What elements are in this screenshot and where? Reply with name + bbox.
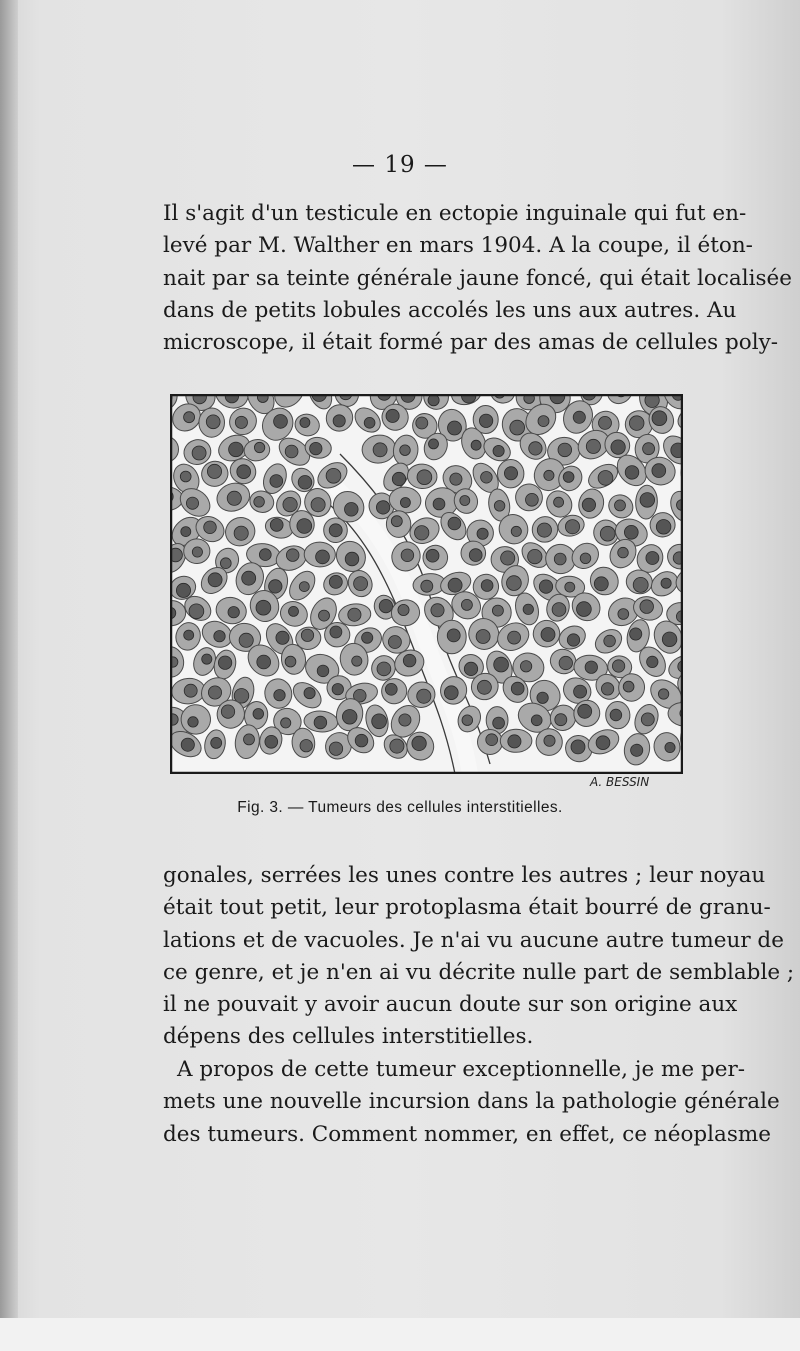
cell-nucleus	[544, 735, 555, 746]
text-line: gonales, serrées les unes contre les autres ; leur noyau	[163, 863, 766, 888]
cell-nucleus	[417, 470, 432, 485]
cell-nucleus	[573, 411, 585, 423]
cell-nucleus	[317, 665, 329, 677]
cell-nucleus	[244, 734, 255, 745]
cell-nucleus	[412, 736, 426, 750]
cell-nucleus	[326, 468, 341, 483]
cell-nucleus	[372, 714, 387, 729]
cell-nucleus	[192, 446, 206, 460]
cell-nucleus	[202, 654, 212, 664]
cell-nucleus	[528, 549, 542, 563]
cell-nucleus	[265, 735, 278, 748]
text-line: Il s'agit d'un testicule en ectopie inguinale qui fut en-	[163, 201, 747, 226]
cell-nucleus	[254, 442, 264, 452]
cell-nucleus	[539, 580, 552, 593]
cell-nucleus	[501, 551, 515, 565]
cell-nucleus	[426, 549, 439, 562]
cell-nucleus	[229, 442, 244, 457]
cell-nucleus	[362, 632, 373, 643]
cell-nucleus	[643, 443, 655, 455]
cell-nucleus	[582, 498, 595, 511]
cell-nucleus	[559, 656, 572, 669]
cell-nucleus	[364, 417, 375, 428]
cell-nucleus	[448, 578, 462, 592]
figure-caption: Fig. 3. — Tumeurs des cellules interstitielles.	[237, 799, 563, 816]
cell-nucleus	[563, 472, 574, 483]
cell-nucleus	[462, 715, 473, 726]
text-line: lations et de vacuoles. Je n'ai vu aucune autre tumeur de	[163, 927, 784, 953]
cell-nucleus	[481, 580, 493, 592]
cell-nucleus	[234, 526, 248, 540]
cell-nucleus	[270, 475, 283, 488]
cell-nucleus	[661, 578, 671, 588]
cell-nucleus	[274, 690, 285, 701]
cell-nucleus	[493, 717, 505, 729]
cell-nucleus	[352, 656, 362, 666]
cell-nucleus	[599, 416, 612, 429]
cell-nucleus	[630, 628, 642, 640]
cell-nucleus	[189, 604, 204, 619]
cell-nucleus	[611, 440, 625, 454]
cell-nucleus	[237, 465, 251, 479]
cell-nucleus	[208, 686, 221, 699]
cell-nucleus	[600, 526, 615, 541]
cell-nucleus	[481, 472, 493, 484]
cell-nucleus	[181, 738, 194, 751]
text-line: microscope, il était formé par des amas de cellules poly-	[163, 330, 779, 356]
cell-nucleus	[300, 418, 310, 428]
cell-nucleus	[641, 713, 654, 726]
cell-nucleus	[477, 528, 488, 539]
cell-nucleus	[400, 498, 410, 508]
cell-nucleus	[330, 626, 342, 638]
cell-nucleus	[610, 709, 622, 721]
cell-nucleus	[228, 607, 239, 618]
cell-nucleus	[448, 421, 462, 435]
cell-nucleus	[316, 550, 330, 564]
cell-nucleus	[289, 606, 299, 616]
cell-nucleus	[298, 476, 312, 490]
cell-nucleus	[544, 470, 554, 480]
cell-nucleus	[390, 739, 404, 753]
cell-nucleus	[541, 628, 555, 642]
cell-nucleus	[259, 549, 271, 561]
cell-nucleus	[601, 683, 613, 695]
cell-nucleus	[431, 604, 444, 617]
cell-nucleus	[242, 571, 256, 585]
cell-nucleus	[274, 415, 288, 429]
cell-nucleus	[523, 604, 533, 614]
cell-nucleus	[529, 442, 542, 455]
cell-nucleus	[355, 734, 368, 747]
cell-nucleus	[537, 692, 548, 703]
cell-nucleus	[658, 689, 668, 699]
figure-signature: A. BESSIN	[590, 775, 650, 789]
cell-nucleus	[300, 740, 312, 752]
cell-nucleus	[345, 503, 359, 517]
cell-nucleus	[401, 549, 414, 562]
cell-nucleus	[297, 519, 312, 534]
cell-nucleus	[299, 582, 309, 592]
cell-nucleus	[450, 473, 462, 485]
cell-nucleus	[574, 685, 587, 698]
text-line: mets une nouvelle incursion dans la pathologie générale	[163, 1089, 780, 1115]
cell-nucleus	[612, 660, 624, 672]
cell-nucleus	[310, 442, 322, 454]
cell-nucleus	[604, 635, 616, 647]
cell-nucleus	[618, 547, 629, 558]
page-number: — 19 —	[352, 152, 448, 178]
cell-nucleus	[526, 493, 539, 506]
text-line: des tumeurs. Comment nommer, en effet, ce néoplasme	[163, 1121, 772, 1147]
cell-nucleus	[285, 445, 298, 458]
cell-nucleus	[417, 689, 431, 703]
cell-nucleus	[596, 736, 610, 750]
cell-nucleus	[304, 688, 315, 699]
cell-nucleus	[218, 656, 231, 669]
cell-nucleus	[585, 661, 597, 673]
cell-nucleus	[652, 464, 666, 478]
cell-nucleus	[221, 705, 234, 718]
cell-nucleus	[398, 604, 409, 615]
text-line: dans de petits lobules accolés les uns aux autres. Au	[163, 297, 737, 323]
cell-nucleus	[399, 714, 411, 726]
page-binding-shadow	[0, 0, 18, 1351]
cell-nucleus	[511, 682, 524, 695]
cell-nucleus	[314, 716, 327, 729]
text-line: était tout petit, leur protoplasma était bourré de granu-	[163, 895, 771, 921]
histology-figure	[170, 394, 683, 774]
cell-nucleus	[281, 718, 291, 728]
cell-nucleus	[504, 467, 517, 480]
cell-nucleus	[301, 629, 313, 641]
cell-nucleus	[386, 409, 399, 422]
cell-nucleus	[354, 577, 368, 591]
cell-nucleus	[665, 742, 675, 752]
cell-nucleus	[554, 553, 566, 565]
cell-nucleus	[376, 501, 389, 514]
cell-nucleus	[594, 577, 608, 591]
cell-nucleus	[444, 686, 458, 700]
cell-nucleus	[186, 497, 198, 509]
cell-nucleus	[206, 415, 220, 429]
cell-nucleus	[379, 599, 392, 612]
cell-nucleus	[403, 654, 416, 667]
cell-nucleus	[253, 709, 264, 720]
cell-nucleus	[257, 655, 271, 669]
cell-nucleus	[565, 582, 575, 592]
cell-nucleus	[479, 414, 492, 427]
cell-nucleus	[571, 740, 585, 754]
cell-nucleus	[476, 630, 490, 644]
cell-nucleus	[184, 684, 197, 697]
cell-nucleus	[345, 552, 359, 566]
cell-nucleus	[554, 497, 564, 507]
cell-nucleus	[188, 717, 198, 727]
cell-nucleus	[348, 608, 361, 621]
cell-nucleus	[477, 680, 491, 694]
cell-nucleus	[531, 715, 542, 726]
cell-nucleus	[448, 517, 461, 530]
cell-nucleus	[388, 636, 401, 649]
cell-nucleus	[286, 549, 299, 562]
cell-nucleus	[558, 443, 572, 457]
cell-nucleus	[373, 443, 387, 457]
cell-nucleus	[415, 526, 429, 540]
cell-nucleus	[176, 583, 190, 597]
cell-nucleus	[486, 734, 498, 746]
cell-nucleus	[256, 600, 271, 615]
cell-nucleus	[428, 395, 439, 406]
cell-nucleus	[662, 632, 677, 647]
cell-nucleus	[429, 439, 439, 449]
cell-nucleus	[656, 520, 671, 535]
cell-nucleus	[254, 497, 265, 508]
paragraph-3	[163, 1054, 780, 1151]
cell-nucleus	[492, 605, 503, 616]
cell-nucleus	[578, 704, 592, 718]
cell-nucleus	[629, 416, 644, 431]
cell-nucleus	[329, 575, 342, 588]
cell-nucleus	[239, 633, 253, 647]
cell-nucleus	[329, 742, 342, 755]
cell-nucleus	[211, 737, 222, 748]
cell-nucleus	[181, 527, 191, 537]
cell-nucleus	[469, 549, 482, 562]
cell-nucleus	[508, 735, 521, 748]
cell-nucleus	[283, 497, 297, 511]
cell-nucleus	[270, 519, 283, 532]
cell-nucleus	[285, 656, 296, 667]
cell-nucleus	[332, 684, 343, 695]
cell-nucleus	[192, 547, 202, 557]
cell-nucleus	[510, 420, 525, 435]
cell-nucleus	[311, 498, 325, 512]
cell-nucleus	[342, 710, 357, 725]
cell-nucleus	[537, 523, 551, 537]
cell-nucleus	[207, 464, 221, 478]
cell-nucleus	[580, 553, 591, 564]
cell-nucleus	[598, 471, 613, 486]
cell-nucleus	[433, 498, 445, 510]
cell-nucleus	[235, 416, 247, 428]
cell-nucleus	[625, 466, 639, 480]
cell-nucleus	[377, 662, 391, 676]
cell-nucleus	[508, 631, 521, 644]
cell-nucleus	[319, 610, 330, 621]
cell-nucleus	[538, 416, 549, 427]
cell-nucleus	[227, 491, 241, 505]
cell-nucleus	[333, 415, 345, 427]
cell-nucleus	[552, 603, 566, 617]
cell-nucleus	[385, 683, 397, 695]
cell-nucleus	[464, 662, 477, 675]
cell-nucleus	[447, 629, 460, 642]
cell-nucleus	[640, 600, 654, 614]
cell-nucleus	[421, 580, 433, 592]
cell-nucleus	[618, 609, 629, 620]
cell-nucleus	[652, 411, 667, 426]
cell-nucleus	[577, 602, 592, 617]
cell-nucleus	[461, 599, 472, 610]
cell-nucleus	[329, 524, 342, 537]
cell-nucleus	[460, 496, 470, 506]
cell-nucleus	[520, 661, 531, 672]
cell-nucleus	[565, 520, 579, 534]
cell-nucleus	[640, 493, 655, 508]
cell-nucleus	[494, 501, 505, 512]
cell-nucleus	[220, 558, 231, 569]
text-line: A propos de cette tumeur exceptionnelle, je me per-	[177, 1057, 745, 1082]
cell-nucleus	[494, 657, 509, 672]
paragraph-1	[163, 198, 792, 359]
cell-nucleus	[633, 577, 648, 592]
cell-nucleus	[204, 521, 217, 534]
cell-nucleus	[214, 631, 225, 642]
cell-nucleus	[269, 580, 282, 593]
cell-nucleus	[624, 525, 638, 539]
text-line: ce genre, et je n'en ai vu décrite nulle part de semblable ;	[163, 959, 795, 985]
cell-nucleus	[507, 576, 522, 591]
cell-nucleus	[180, 471, 191, 482]
text-line: levé par M. Walther en mars 1904. A la coupe, il éton-	[163, 233, 753, 259]
cell-nucleus	[184, 630, 194, 640]
cell-nucleus	[276, 631, 289, 644]
cell-nucleus	[623, 681, 634, 692]
cell-nucleus	[400, 445, 411, 456]
paragraph-2	[163, 860, 795, 1054]
cell-nucleus	[586, 439, 600, 453]
cell-nucleus	[615, 500, 626, 511]
cell-nucleus	[646, 552, 659, 565]
cell-nucleus	[647, 656, 658, 667]
text-line: dépens des cellules interstitielles.	[163, 1024, 534, 1050]
cell-nucleus	[208, 573, 222, 587]
cell-nucleus	[392, 472, 405, 485]
cell-nucleus	[567, 634, 579, 646]
cell-nucleus	[511, 526, 521, 536]
text-line: il ne pouvait y avoir aucun doute sur son origine aux	[163, 992, 738, 1018]
text-line: nait par sa teinte générale jaune foncé, qui était localisée	[163, 265, 792, 291]
cell-nucleus	[184, 412, 195, 423]
cell-nucleus	[391, 516, 402, 527]
cell-nucleus	[416, 417, 428, 429]
cell-nucleus	[471, 440, 481, 450]
cell-nucleus	[493, 445, 504, 456]
cell-nucleus	[631, 744, 643, 756]
scan-margin	[0, 1318, 800, 1351]
cell-nucleus	[555, 714, 567, 726]
